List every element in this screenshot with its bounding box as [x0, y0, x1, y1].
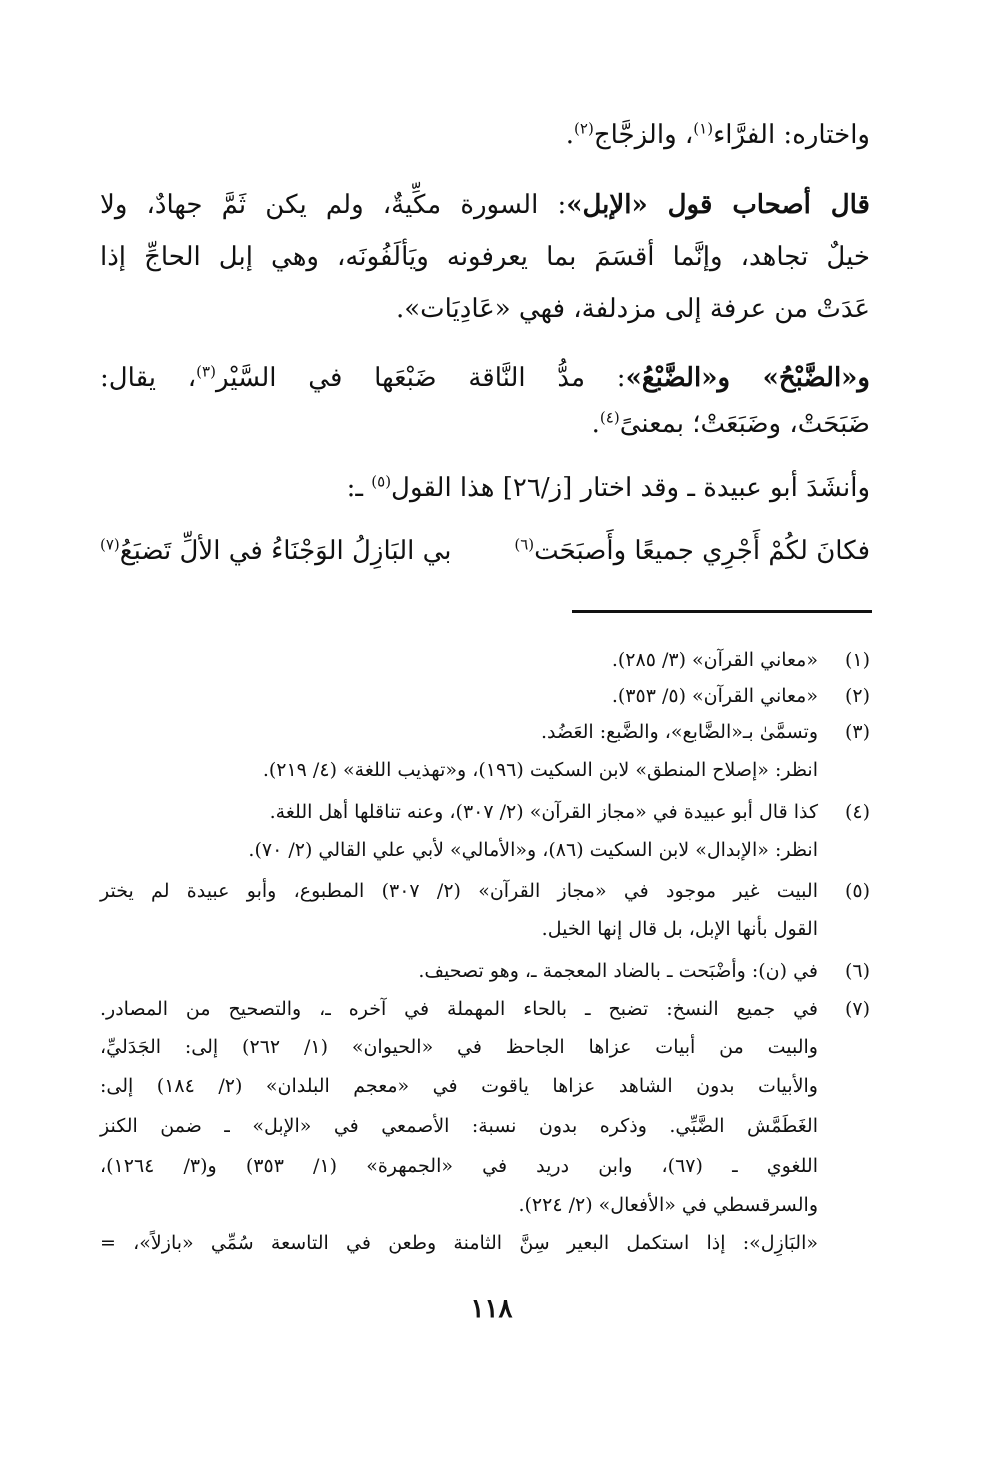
footnote-ref[interactable]: (٣) [196, 362, 216, 381]
footnote-ref[interactable]: (٥) [371, 472, 392, 491]
footnote-ref[interactable]: (٢) [574, 119, 594, 138]
footnote-number: (٦) [844, 960, 870, 982]
footnote-number: (١) [844, 649, 870, 671]
footnote-2: «معاني القرآن» (٥/ ٣٥٣). [611, 685, 818, 707]
paragraph-4 [100, 468, 870, 508]
footnote-3: وتسمَّىٰ بـ«الضَّابع»، والضَّبع: العَضُد. [540, 721, 818, 743]
footnote-5: البيت غير موجود في «مجاز القرآن» (٢/ ٣٠٧) المطبوع، وأبو عبيدة لم يختر [100, 880, 818, 902]
text: : مدُّ النَّاقة ضَبْعَها في السَّيْر [215, 363, 626, 393]
paragraph-1 [100, 115, 870, 155]
text: وأنشَدَ أبو عبيدة ـ وقد اختار [ز/٢٦] هذا القول [391, 473, 870, 503]
footnote-ref[interactable]: (١) [693, 119, 714, 138]
footnote-number: (٥) [844, 880, 870, 902]
verse-hemistich-2 [100, 526, 470, 576]
text: ، يقال: [100, 363, 197, 393]
footnote-1: «معاني القرآن» (٣/ ٢٨٥). [611, 649, 818, 671]
footnote-ref[interactable]: (٤) [599, 408, 620, 427]
footnote-7-cont: الغَطَمَّش الضَّبِّي. وذكره بدون نسبة: الأصمعي في «الإبل» ـ ضمن الكنز [100, 1115, 818, 1137]
footnote-6: في (ن): وأضْبَحت ـ بالضاد المعجمة ـ، وهو تصحيف. [418, 960, 818, 982]
footnote-3-cont: انظر: «إصلاح المنطق» لابن السكيت (١٩٦)، و«تهذيب اللغة» (٤/ ٢١٩). [262, 759, 818, 781]
paragraph-3-line-2 [100, 404, 870, 444]
text: خيلٌ تجاهد، وإنَّما أقسَمَ بما يعرفونه ويَألَفُونَه، وهي إبل الحاجِّ إذا [100, 242, 870, 272]
footnote-number: (٢) [844, 685, 870, 707]
page-number: ١١٨ [470, 1294, 513, 1324]
text: ، والزجَّاج [593, 120, 694, 150]
footnote-number: (٣) [844, 721, 870, 743]
footnote-7: في جميع النسخ: تضبح ـ بالحاء المهملة في آخره ـ، والتصحيح من المصادر. [100, 998, 818, 1020]
footnote-5-cont: القول بأنها الإبل، بل قال إنها الخيل. [541, 918, 818, 940]
paragraph-2-line-1 [100, 185, 870, 225]
text: بي البَازِلُ الوَجْنَاءُ في الألِّ تَضبَعُ [119, 536, 452, 566]
paragraph-3-line-1 [100, 358, 870, 398]
footnote-ref[interactable]: (٦) [514, 535, 535, 554]
footnote-ref[interactable]: (٧) [100, 535, 120, 554]
keyword: قال أصحاب قول «الإبل» [566, 190, 870, 220]
footnote-4-cont: انظر: «الإبدال» لابن السكيت (٨٦)، و«الأمالي» لأبي علي القالي (٢/ ٧٠). [248, 839, 818, 861]
text: عَدَتْ من عرفة إلى مزدلفة، فهي «عَادِيَات». [395, 294, 870, 324]
footnote-4: كذا قال أبو عبيدة في «مجاز القرآن» (٢/ ٣٠٧)، وعنه تناقلها أهل اللغة. [269, 801, 818, 823]
text: ـ: [346, 473, 372, 503]
keyword: و«الضَّبْحُ» و«الضَّبْعُ» [625, 363, 870, 393]
footnote-number: (٤) [844, 801, 870, 823]
text: . [565, 120, 575, 150]
text: فكانَ لكُمْ أَجْرِي جميعًا وأَصبَحَت [534, 536, 870, 566]
text: ضَبَحَتْ، وضَبَعَتْ؛ بمعنىً [619, 409, 870, 439]
footnote-7-cont: «البَازِل»: إذا استكمل البعير سِنَّ الثامنة وطعن في التاسعة سُمِّي «بازلاً»، = [100, 1232, 818, 1254]
footnote-7-cont: والبيت من أبيات عزاها الجاحظ في «الحيوان» (١/ ٢٦٢) إلى: الجَدَليِّ، [100, 1036, 818, 1058]
paragraph-2-line-3 [100, 289, 870, 329]
footnote-7-cont: والأبيات بدون الشاهد عزاها ياقوت في «معجم البلدان» (٢/ ١٨٤) إلى: [100, 1075, 818, 1097]
text: . [591, 409, 600, 439]
verse-hemistich-1 [510, 526, 870, 576]
footnote-separator [572, 610, 872, 613]
paragraph-2-line-2 [100, 237, 870, 277]
text: واختاره: الفرَّاء [713, 120, 870, 150]
footnote-number: (٧) [844, 998, 870, 1020]
footnote-7-cont: والسرقسطي في «الأفعال» (٢/ ٢٢٤). [518, 1194, 818, 1216]
footnote-7-cont: اللغوي ـ (٦٧)، وابن دريد في «الجمهرة» (١/ ٣٥٣) و(٣/ ١٢٦٤)، [100, 1155, 818, 1177]
text: : السورة مكِّيةٌ، ولم يكن ثَمَّ جهادٌ، ولا [100, 190, 567, 220]
